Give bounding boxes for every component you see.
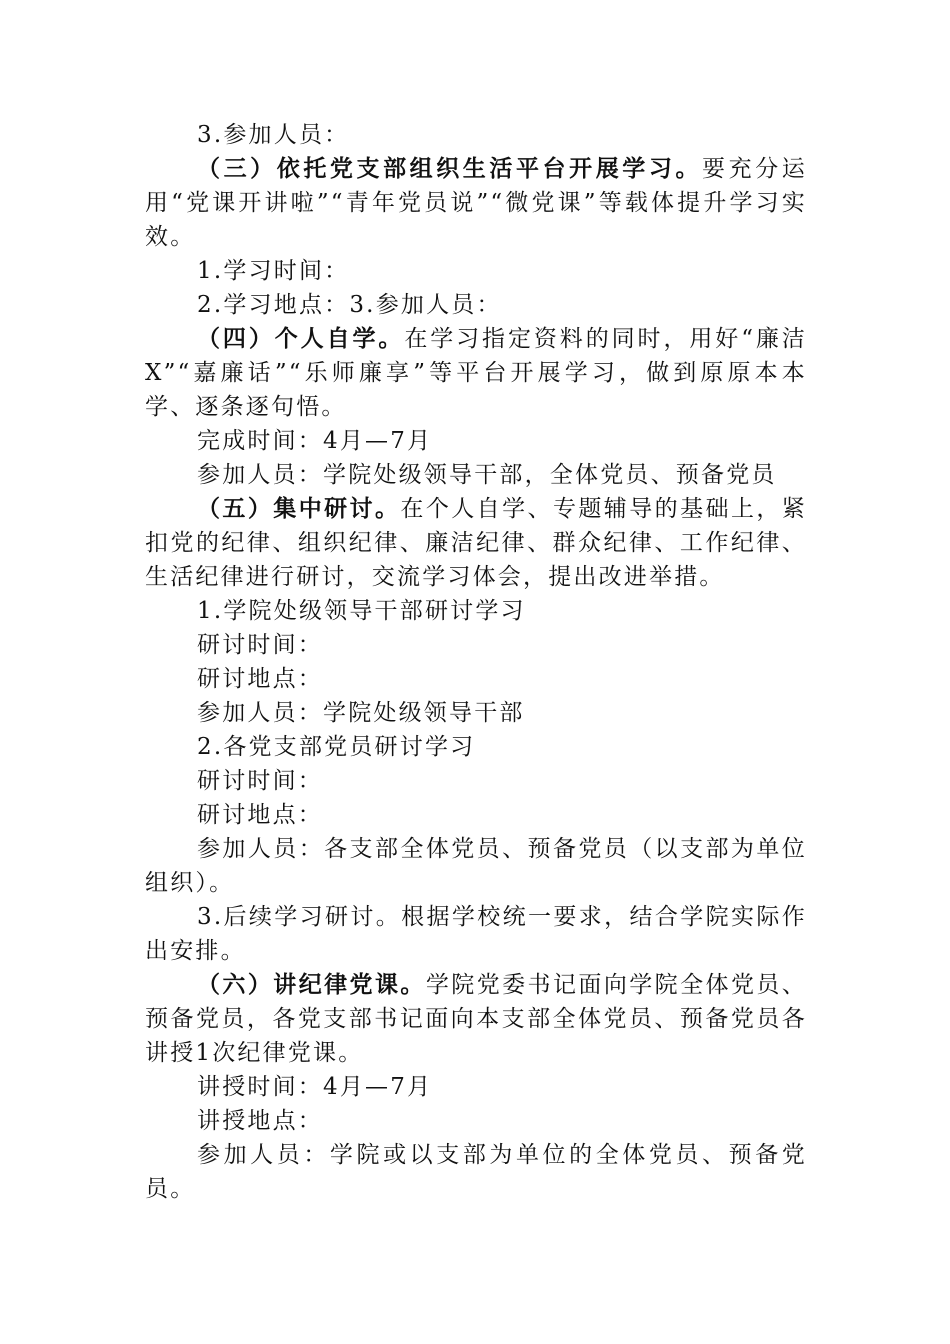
paragraph-text: 参加人员：学院处级领导干部，全体党员、预备党员 [197, 462, 777, 488]
paragraph-study-time [145, 254, 807, 288]
section-3-branch-study [145, 152, 807, 254]
paragraph-participants [145, 458, 807, 492]
paragraph-3-participants [145, 118, 807, 152]
paragraph-follow-up-study [145, 900, 807, 968]
paragraph-participants [145, 1138, 807, 1206]
section-heading: （六）讲纪律党课。 [197, 971, 426, 998]
section-6-discipline-lecture [145, 968, 807, 1070]
paragraph-text: 2.各党支部党员研讨学习 [197, 734, 476, 760]
paragraph-text: 完成时间：4月—7月 [197, 428, 433, 454]
paragraph-text: 1.学习时间： [197, 258, 350, 284]
section-heading: （四）个人自学。 [197, 325, 405, 352]
paragraph-text: 在个人自学、专题辅导的基础上，紧扣党的纪律、组织纪律、廉洁纪律、群众纪律、工作纪律、生活纪律进行研讨，交流学习体会，提出改进举措。 [145, 496, 807, 590]
document-body [145, 118, 807, 1206]
paragraph-lecture-time [145, 1070, 807, 1104]
paragraph-branch-discussion [145, 730, 807, 764]
paragraph-text: 参加人员：学院处级领导干部 [197, 700, 525, 726]
paragraph-text: 研讨地点： [197, 666, 323, 692]
paragraph-text: 3.后续学习研讨。根据学校统一要求，结合学院实际作出安排。 [145, 904, 807, 964]
paragraph-discussion-time [145, 764, 807, 798]
paragraph-text: 在学习指定资料的同时，用好“廉洁X”“嘉廉话”“乐师廉享”等平台开展学习，做到原原本本学、逐条逐句悟。 [145, 326, 807, 420]
paragraph-study-location [145, 288, 807, 322]
paragraph-leaders-discussion [145, 594, 807, 628]
paragraph-text: 要充分运用“党课开讲啦”“青年党员说”“微党课”等载体提升学习实效。 [145, 156, 807, 250]
paragraph-text: 参加人员：学院或以支部为单位的全体党员、预备党员。 [145, 1142, 807, 1202]
paragraph-lecture-location [145, 1104, 807, 1138]
paragraph-text: 讲授地点： [197, 1108, 323, 1134]
paragraph-participants [145, 832, 807, 900]
paragraph-completion-time [145, 424, 807, 458]
paragraph-participants [145, 696, 807, 730]
paragraph-text: 学院党委书记面向学院全体党员、预备党员，各党支部书记面向本支部全体党员、预备党员各讲授1次纪律党课。 [145, 972, 808, 1066]
paragraph-text: 研讨地点： [197, 802, 323, 828]
paragraph-text: 研讨时间： [197, 632, 323, 658]
paragraph-discussion-time [145, 628, 807, 662]
paragraph-text: 1.学院处级领导干部研讨学习 [197, 598, 526, 624]
paragraph-text: 研讨时间： [197, 768, 323, 794]
paragraph-discussion-location [145, 662, 807, 696]
section-heading: （五）集中研讨。 [197, 495, 401, 522]
paragraph-text: 讲授时间：4月—7月 [197, 1074, 433, 1100]
section-5-group-discussion [145, 492, 807, 594]
paragraph-text: 参加人员：各支部全体党员、预备党员（以支部为单位组织）。 [145, 836, 807, 896]
section-heading: （三）依托党支部组织生活平台开展学习。 [197, 155, 703, 182]
paragraph-discussion-location [145, 798, 807, 832]
paragraph-text: 2.学习地点：3.参加人员： [197, 292, 502, 318]
section-4-self-study [145, 322, 807, 424]
paragraph-text: 3.参加人员： [197, 122, 350, 148]
